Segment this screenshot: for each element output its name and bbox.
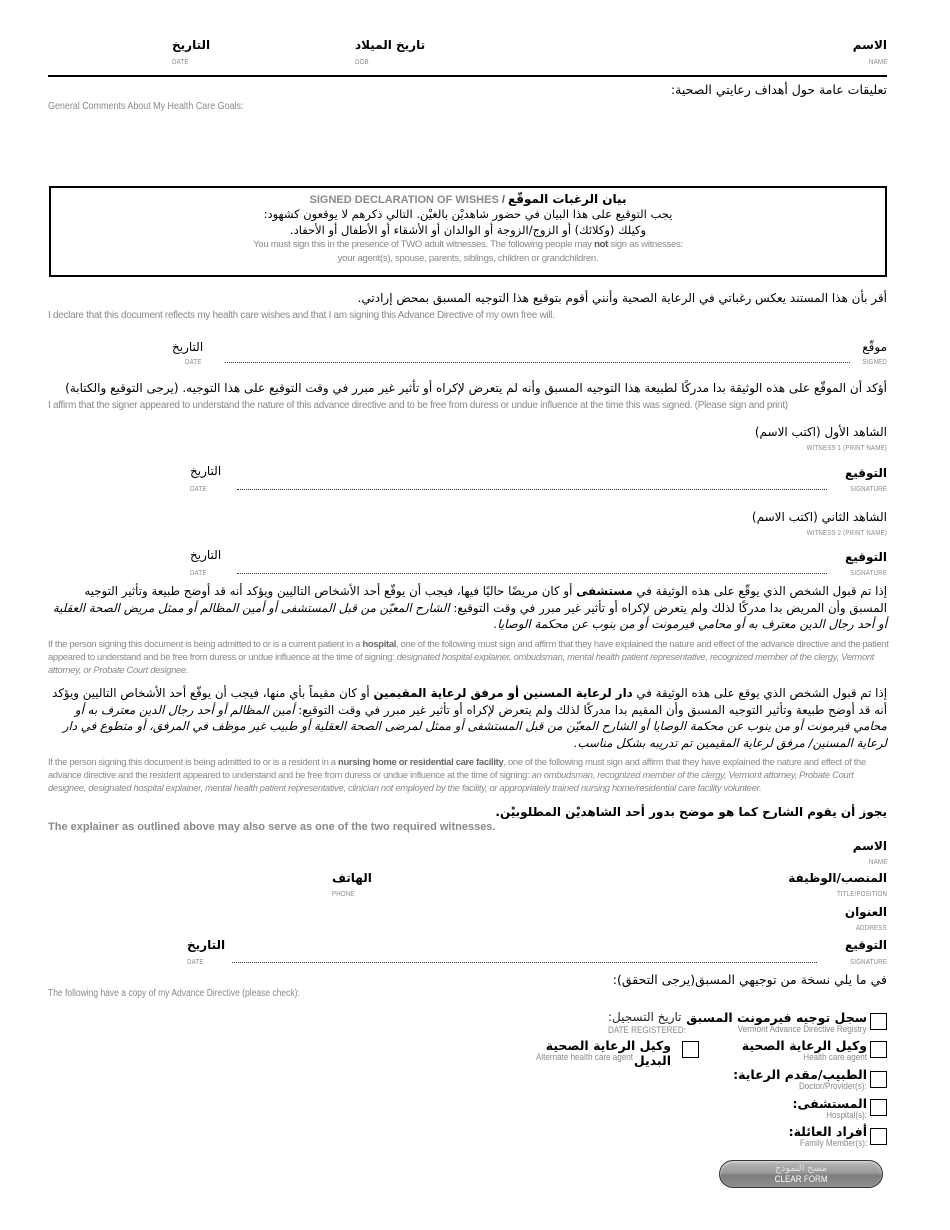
alternate-agent-ar: وكيل الرعاية الصحية البديل [545, 1038, 671, 1068]
explainer-name-label-ar: الاسم [852, 839, 887, 853]
alternate-agent-en: Alternate health care agent [536, 1052, 633, 1063]
copies-label-ar: في ما يلي نسخة من توجيهي المسبق(يرجى التحقق): [612, 972, 887, 987]
witness2-name-input[interactable] [225, 510, 755, 526]
declaration-line2-en: your agent(s), spouse, parents, siblings, children or grandchildren. [337, 253, 599, 264]
checkbox-family-members[interactable] [870, 1128, 887, 1145]
copies-item-agent-ar: وكيل الرعاية الصحية [741, 1038, 867, 1053]
witness2-signature-input[interactable] [237, 557, 827, 573]
declaration-title [51, 192, 885, 206]
witness1-signature-input[interactable] [237, 473, 827, 489]
witness2-date-label-en: DATE [190, 568, 207, 577]
declaration-title-ar: بيان الرغبات الموقّع [507, 192, 627, 206]
header-divider [48, 75, 887, 77]
witness2-signature-label-en: SIGNATURE [850, 568, 887, 577]
hospital-paragraph-ar [47, 583, 887, 633]
explainer-text-en: The explainer as outlined above may also serve as one of the two required witnesses. [48, 821, 496, 833]
declaration-title-en: SIGNED DECLARATION OF WISHES [309, 194, 499, 206]
hospital-paragraph-en [48, 637, 893, 676]
copies-item-family-en: Family Member(s): [799, 1138, 867, 1149]
witness1-signature-label-en: SIGNATURE [850, 484, 887, 493]
declare-text-en: I declare that this document reflects my health care wishes and that I am signing this Advance Directive of my own free will. [48, 310, 555, 321]
date-registered-label-en: DATE REGISTERED: [608, 1025, 686, 1036]
copies-item-hospital-en: Hospital(s): [826, 1110, 867, 1121]
clear-form-label-ar: مسح النموذج [775, 1163, 827, 1174]
hospital-ar-italic: الشارح المعيّن من قبل المستشفى أو أمين المظالم أو ممثل مريض الصحة العقلية أو أحد رجال الدين معترف به أو محامي فيرمونت أو من ينوب عن محكمة الوصايا. [52, 600, 887, 631]
nursing-paragraph-en [48, 755, 893, 794]
witness1-name-input[interactable] [225, 425, 755, 441]
witness2-signature-label-ar: التوقيع [845, 550, 887, 564]
hospital-en-italic: designated hospital explainer, ombudsman, mental health patient representative, recognized member of the clergy, Vermont attorney, or Probate Court designee. [48, 651, 875, 675]
declaration-line1-en-pre: You must sign this in the presence of TWO adult witnesses. The following people may [253, 239, 595, 250]
explainer-phone-label-ar: الهاتف [332, 871, 372, 885]
declaration-line1-en [51, 238, 885, 252]
explainer-title-label-ar: المنصب/الوظيفة [788, 871, 887, 885]
explainer-title-label-en: TITLE/POSITION [836, 889, 887, 898]
comments-label-en: General Comments About My Health Care Goals: [48, 100, 244, 112]
date-label-en: DATE [172, 57, 189, 66]
signed-date-label-ar: التاريخ [172, 340, 204, 354]
explainer-date-label-en: DATE [187, 957, 204, 966]
explainer-date-label-ar: التاريخ [187, 938, 226, 952]
declaration-line1-en-bold: not [594, 239, 609, 250]
nursing-ar-mid: أو كان مقيماً بأي منها، فيجب أن يوقّع أحد الأشخاص التاليين ويؤكد أنه قد أوضح طبيعة وتأثير التوجيه المسبق وأن المقيم بدا مدركًا لذلك ولم يتعرض لإكراه أو تأثير غير مبرر في وقت التوقيع: [52, 686, 887, 717]
explainer-text-ar: يجوز أن يقوم الشارح كما هو موضح بدور أحد الشاهديْن المطلوبيْن. [495, 805, 887, 819]
nursing-ar-italic: أمين المظالم أو أحد رجال الدين معترف به أو محامي فيرمونت أو من ينوب عن محكمة الوصايا أو الشارح المعيّن من قبل المستشفى أو ممثل لمرضى الصحة العقلية أو طبيب غير موظف في المرفق، أو متطوع في دار لرعاية المسنين/ مرفق لرعاية المقيمين تم تدريبه بشكل مناسب. [62, 702, 887, 750]
explainer-address-label-ar: العنوان [844, 905, 887, 919]
checkbox-vermont-registry[interactable] [870, 1013, 887, 1030]
copies-item-doctor-en: Doctor/Provider(s): [799, 1081, 867, 1092]
signed-line [225, 362, 850, 363]
witness2-name-label-en: WITNESS 2 (PRINT NAME) [806, 528, 887, 537]
clear-form-label-en: CLEAR FORM [774, 1174, 828, 1185]
witness2-name-label-ar: الشاهد الثاني (اكتب الاسم) [751, 510, 887, 524]
copies-item-registry-en: Vermont Advance Directive Registry [738, 1024, 867, 1035]
nursing-paragraph-ar [47, 685, 887, 751]
witness2-signature-line [237, 573, 827, 574]
checkbox-alternate-agent[interactable] [682, 1041, 699, 1058]
witness1-date-label-ar: التاريخ [190, 464, 222, 478]
nursing-ar-bold: دار لرعاية المسنين أو مرفق لرعاية المقيمين [373, 686, 633, 700]
explainer-title-input[interactable] [400, 871, 800, 887]
hospital-en-pre: If the person signing this document is being admitted to or is a current patient in a [48, 638, 363, 649]
signed-date-label-en: DATE [185, 357, 202, 366]
copies-item-doctor-ar: الطبيب/مقدم الرعاية: [733, 1067, 867, 1082]
witness1-name-label-en: WITNESS 1 (PRINT NAME) [806, 443, 887, 452]
checkbox-doctor-provider[interactable] [870, 1071, 887, 1088]
comments-label-ar: تعليقات عامة حول أهداف رعايتي الصحية: [670, 82, 887, 97]
date-registered-label-ar: تاريخ التسجيل: [608, 1010, 682, 1024]
copies-item-agent-en: Health care agent [803, 1052, 867, 1063]
copies-item-registry-ar: سجل توجيه فيرمونت المسبق [686, 1010, 867, 1025]
affirm-text-en: I affirm that the signer appeared to understand the nature of this advance directive and to be free from duress or undue influence at the time this was signed. (Please sign and print) [48, 400, 788, 411]
dob-label-en: DOB [355, 57, 369, 66]
declaration-line1-en-post: sign as witnesses: [608, 239, 683, 250]
explainer-signature-label-en: SIGNATURE [850, 957, 887, 966]
signed-label-en: SIGNED [862, 357, 887, 366]
explainer-phone-label-en: PHONE [332, 889, 355, 898]
explainer-signature-line [232, 962, 817, 963]
nursing-en-bold: nursing home or residential care facility [338, 756, 504, 767]
signed-input[interactable] [225, 346, 850, 362]
copies-item-family-ar: أفراد العائلة: [788, 1124, 867, 1139]
explainer-phone-input[interactable] [48, 871, 323, 887]
name-label-ar: الاسم [852, 38, 887, 52]
hospital-ar-bold: مستشفى [576, 584, 633, 598]
hospital-en-bold: hospital [362, 638, 397, 649]
witness2-date-label-ar: التاريخ [190, 548, 222, 562]
clear-form-button[interactable] [719, 1160, 883, 1188]
witness1-date-label-en: DATE [190, 484, 207, 493]
explainer-signature-input[interactable] [232, 946, 817, 962]
hospital-ar-pre: إذا تم قبول الشخص الذي يوقّع على هذه الوثيقة في [632, 584, 887, 598]
copies-item-hospital-ar: المستشفى: [792, 1096, 867, 1111]
comments-input[interactable] [48, 115, 887, 181]
explainer-signature-label-ar: التوقيع [845, 938, 887, 952]
explainer-address-label-en: ADDRESS [856, 923, 887, 932]
declaration-title-sep: / [498, 194, 508, 206]
witness1-signature-label-ar: التوقيع [845, 466, 887, 480]
nursing-en-pre: If the person signing this document is being admitted to or is a resident in a [48, 756, 339, 767]
signed-label-ar: موقّع [862, 340, 887, 354]
declare-text-ar: أقر بأن هذا المستند يعكس رغباتي في الرعاية الصحية وأنني أقوم بتوقيع هذا التوجيه المسبق بمحض إرادتي. [357, 291, 887, 305]
witness1-name-label-ar: الشاهد الأول (اكتب الاسم) [754, 425, 887, 439]
declaration-line2-ar: وكيلك (وكلائك) أو الزوج/الزوجة أو الوالدان أو الأشقاء أو الأطفال أو الأحفاد. [289, 223, 647, 237]
checkbox-hospital[interactable] [870, 1099, 887, 1116]
hospital-ar-mid: أو كان مريضًا حاليًا فيها، فيجب أن يوقّع أحد الأشخاص التاليين ويؤكد أنه قد أوضح طبيعة وتأثير التوجيه المسبق وأن المريض بدا مدركًا لذلك ولم يتعرض لإكراه أو تأثير غير مبرر في وقت التوقيع: [84, 584, 887, 615]
declaration-box [49, 186, 887, 277]
hospital-en-mid: , one of the following must sign and affirm that they have explained the nature and effect of the advance directive and the patient appeared to understand and be free from duress or undue influence at the time of signing: [48, 638, 889, 662]
witness1-signature-line [237, 489, 827, 490]
date-label-ar: التاريخ [172, 38, 211, 52]
nursing-en-mid: , one of the following must sign and affirm that they have explained the nature and effect of the advance directive and the resident appeared to understand and be free from duress or undue influence at the time of signing: [48, 756, 866, 780]
checkbox-health-care-agent[interactable] [870, 1041, 887, 1058]
explainer-name-input[interactable] [225, 839, 805, 855]
declaration-line1-ar: يجب التوقيع على هذا البيان في حضور شاهديْن بالغيْن. التالي ذكرهم لا يوقعون كشهود: [263, 207, 673, 221]
dob-label-ar: تاريخ الميلاد [355, 38, 426, 52]
name-label-en: NAME [868, 57, 887, 66]
nursing-en-italic: an ombudsman, recognized member of the clergy, Vermont attorney, Probate Court designee, designated hospital explainer, mental health patient representative, clinician not employed by the facility, or appropriately trained nursing home/residential care facility volunteer. [48, 769, 854, 793]
explainer-name-label-en: NAME [868, 857, 887, 866]
nursing-ar-pre: إذا تم قبول الشخص الذي يوقع على هذه الوثيقة في [632, 686, 887, 700]
copies-label-en: The following have a copy of my Advance Directive (please check): [48, 988, 300, 999]
explainer-address-input[interactable] [48, 905, 808, 921]
affirm-text-ar: أؤكد أن الموقّع على هذه الوثيقة بدا مدركًا لطبيعة هذا التوجيه المسبق وأنه لم يتعرض لإكراه أو تأثير غير مبرر في وقت التوقيع على هذا التوجيه. (يرجى التوقيع والكتابة) [65, 381, 887, 395]
